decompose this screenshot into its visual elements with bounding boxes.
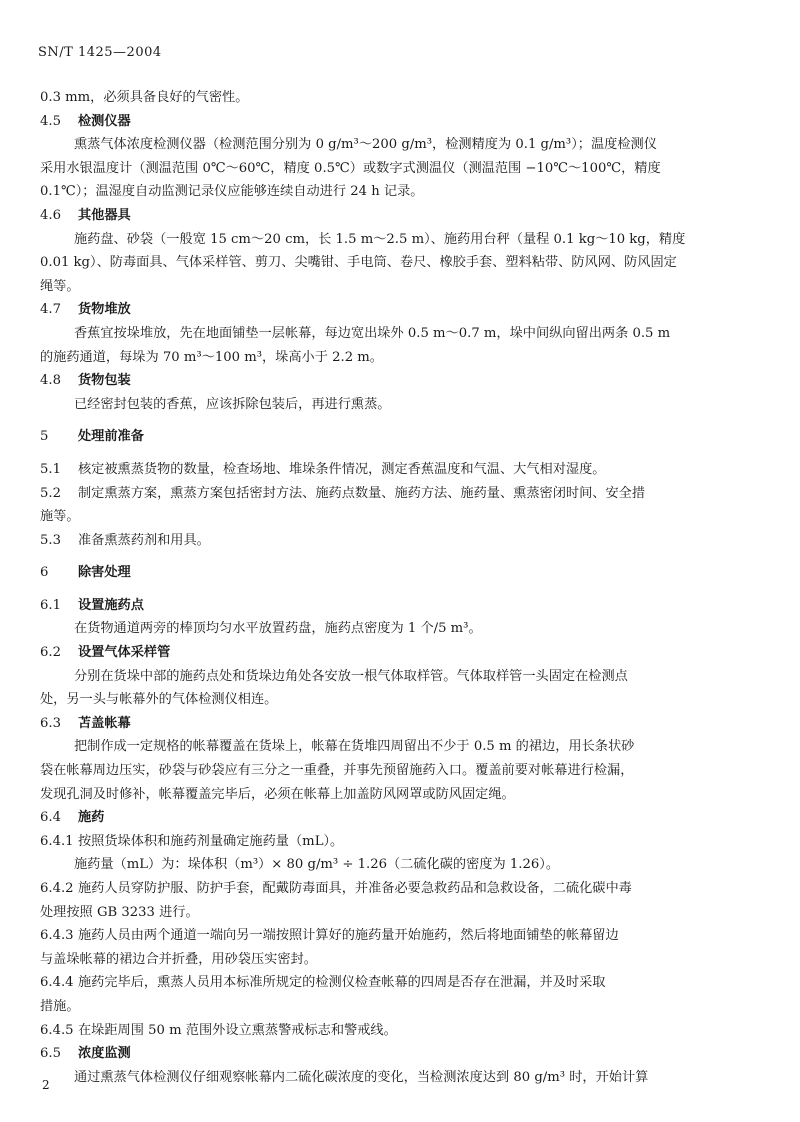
line-text: 措施。 bbox=[40, 998, 80, 1014]
text-line bbox=[40, 180, 720, 204]
clause-number: 6.5 bbox=[40, 1046, 61, 1062]
line-text: 施药 bbox=[78, 810, 105, 826]
clause-number: 6.3 bbox=[40, 715, 61, 731]
line-text: 袋在帐幕周边压实，砂袋与砂袋应有三分之一重叠，并事先预留施药入口。覆盖前要对帐幕进行检漏， bbox=[40, 763, 634, 779]
line-text: 其他器具 bbox=[78, 207, 131, 223]
clause-number: 4.5 bbox=[40, 113, 61, 129]
section-spacer bbox=[40, 585, 720, 594]
line-text: 施药盘、砂袋（一般宽 15 cm～20 cm，长 1.5 m～2.5 m）、施药用台秤（量程 0.1 kg～10 kg，精度 bbox=[74, 231, 686, 247]
line-text: 已经密封包装的香蕉，应该拆除包装后，再进行熏蒸。 bbox=[74, 396, 391, 412]
text-line bbox=[40, 505, 720, 529]
text-line bbox=[40, 346, 720, 370]
line-text: 通过熏蒸气体检测仪仔细观察帐幕内二硫化碳浓度的变化，当检测浓度达到 80 g/m³ 时，开始计算 bbox=[74, 1069, 649, 1085]
text-line bbox=[40, 688, 720, 712]
section-heading bbox=[40, 110, 720, 134]
clause-number: 6.4.4 bbox=[40, 975, 74, 991]
clause-number: 5.3 bbox=[40, 532, 61, 548]
numbered-paragraph bbox=[40, 1019, 720, 1043]
section-heading bbox=[40, 1042, 720, 1066]
clause-number: 5 bbox=[40, 429, 49, 445]
text-line bbox=[40, 617, 720, 641]
text-line bbox=[40, 783, 720, 807]
line-text: 货物包装 bbox=[78, 373, 131, 389]
text-line bbox=[40, 735, 720, 759]
text-line bbox=[40, 948, 720, 972]
line-text: 施药人员穿防护服、防护手套，配戴防毒面具，并准备必要急救药品和急救设备，二硫化碳中毒 bbox=[78, 881, 632, 896]
section-heading bbox=[40, 594, 720, 618]
text-line bbox=[40, 322, 720, 346]
numbered-paragraph bbox=[40, 482, 720, 506]
clause-number: 6.4 bbox=[40, 810, 61, 826]
line-text: 浓度监测 bbox=[78, 1046, 131, 1062]
clause-number: 6.1 bbox=[40, 597, 61, 613]
section-heading bbox=[40, 806, 720, 830]
line-text: 施药完毕后，熏蒸人员用本标准所规定的检测仪检查帐幕的四周是否存在泄漏，并及时采取 bbox=[78, 975, 606, 991]
line-text: 检测仪器 bbox=[78, 113, 131, 129]
numbered-paragraph bbox=[40, 924, 720, 948]
line-text: 在货物通道两旁的棒顶均匀水平放置药盘，施药点密度为 1 个/5 m³。 bbox=[74, 621, 482, 637]
section-heading bbox=[40, 298, 720, 322]
section-heading bbox=[40, 369, 720, 393]
line-text: 货物堆放 bbox=[78, 302, 131, 318]
text-line bbox=[40, 759, 720, 783]
text-line bbox=[40, 251, 720, 275]
text-line bbox=[40, 275, 720, 299]
line-text: 按照货垛体积和施药剂量确定施药量（mL）。 bbox=[78, 833, 344, 849]
line-text: 苫盖帐幕 bbox=[78, 715, 131, 731]
text-line bbox=[40, 901, 720, 925]
line-text: 采用水银温度计（测温范围 0℃～60℃，精度 0.5℃）或数字式测温仪（测温范围 −10℃～100℃，精度 bbox=[40, 160, 661, 176]
page-number: 2 bbox=[42, 1078, 50, 1092]
section-heading bbox=[40, 712, 720, 736]
line-text: 设置气体采样管 bbox=[78, 645, 171, 661]
numbered-paragraph bbox=[40, 458, 720, 482]
text-line bbox=[40, 393, 720, 417]
line-text: 处理按照 GB 3233 进行。 bbox=[40, 904, 199, 920]
clause-number: 4.7 bbox=[40, 302, 61, 318]
line-text: 设置施药点 bbox=[78, 597, 144, 613]
line-text: 除害处理 bbox=[78, 565, 131, 581]
clause-number: 6.2 bbox=[40, 645, 61, 661]
text-line bbox=[40, 665, 720, 689]
line-text: 0.01 kg）、防毒面具、气体采样管、剪刀、尖嘴钳、手电筒、卷尺、橡胶手套、塑料粘带、防风网、防风固定 bbox=[40, 255, 677, 271]
section-heading bbox=[40, 425, 720, 449]
line-text: 香蕉宜按垛堆放，先在地面铺垫一层帐幕，每边宽出垛外 0.5 m～0.7 m，垛中间纵向留出两条 0.5 m bbox=[74, 325, 671, 341]
line-text: 准备熏蒸药剂和用具。 bbox=[78, 532, 210, 548]
numbered-paragraph bbox=[40, 830, 720, 854]
standard-number-header: SN/T 1425—2004 bbox=[38, 45, 162, 60]
line-text: 把制作成一定规格的帐幕覆盖在货垛上，帐幕在货堆四周留出不少于 0.5 m 的裙边，用长条状砂 bbox=[74, 739, 635, 755]
line-text: 0.1℃）；温湿度自动监测记录仪应能够连续自动进行 24 h 记录。 bbox=[40, 184, 424, 200]
section-heading bbox=[40, 561, 720, 585]
line-text: 0.3 mm，必须具备良好的气密性。 bbox=[40, 90, 249, 105]
document-body bbox=[40, 86, 720, 1089]
numbered-paragraph bbox=[40, 971, 720, 995]
section-heading bbox=[40, 204, 720, 228]
line-text: 施等。 bbox=[40, 509, 80, 525]
numbered-paragraph bbox=[40, 877, 720, 901]
line-text: 施药量（mL）为：垛体积（m³）× 80 g/m³ ÷ 1.26（二硫化碳的密度为 1.26）。 bbox=[74, 857, 560, 873]
clause-number: 6 bbox=[40, 565, 49, 581]
clause-number: 6.4.5 bbox=[40, 1022, 74, 1038]
text-line bbox=[40, 133, 720, 157]
clause-number: 5.1 bbox=[40, 461, 61, 477]
clause-number: 4.8 bbox=[40, 373, 61, 389]
line-text: 处，另一头与帐幕外的气体检测仪相连。 bbox=[40, 692, 278, 708]
line-text: 处理前准备 bbox=[78, 429, 144, 445]
clause-number: 6.4.1 bbox=[40, 833, 74, 849]
text-line bbox=[40, 1066, 720, 1090]
text-line bbox=[40, 86, 720, 110]
line-text: 在垛距周围 50 m 范围外设立熏蒸警戒标志和警戒线。 bbox=[78, 1022, 397, 1038]
clause-number: 6.4.3 bbox=[40, 928, 74, 944]
clause-number: 5.2 bbox=[40, 485, 61, 501]
line-text: 发现孔洞及时修补，帐幕覆盖完毕后，必须在帐幕上加盖防风网罩或防风固定绳。 bbox=[40, 786, 515, 802]
section-spacer bbox=[40, 416, 720, 425]
text-line bbox=[40, 157, 720, 181]
line-text: 核定被熏蒸货物的数量，检查场地、堆垛条件情况，测定香蕉温度和气温、大气相对湿度。 bbox=[78, 461, 606, 477]
line-text: 熏蒸气体浓度检测仪器（检测范围分别为 0 g/m³～200 g/m³，检测精度为 0.1 g/m³）；温度检测仪 bbox=[74, 137, 657, 153]
text-line bbox=[40, 853, 720, 877]
section-heading bbox=[40, 641, 720, 665]
numbered-paragraph bbox=[40, 529, 720, 553]
line-text: 施药人员由两个通道一端向另一端按照计算好的施药量开始施药，然后将地面铺垫的帐幕留边 bbox=[78, 928, 619, 944]
clause-number: 4.6 bbox=[40, 207, 61, 223]
line-text: 绳等。 bbox=[40, 278, 80, 294]
clause-number: 6.4.2 bbox=[40, 881, 74, 896]
line-text: 与盖垛帐幕的裙边合并折叠，用砂袋压实密封。 bbox=[40, 951, 317, 967]
line-text: 制定熏蒸方案，熏蒸方案包括密封方法、施药点数量、施药方法、施药量、熏蒸密闭时间、安全措 bbox=[78, 485, 646, 501]
text-line bbox=[40, 995, 720, 1019]
section-spacer bbox=[40, 449, 720, 458]
text-line bbox=[40, 228, 720, 252]
section-spacer bbox=[40, 552, 720, 561]
line-text: 分别在货垛中部的施药点处和货垛边角处各安放一根气体取样管。气体取样管一头固定在检测点 bbox=[74, 668, 628, 684]
line-text: 的施药通道，每垛为 70 m³～100 m³，垛高小于 2.2 m。 bbox=[40, 349, 383, 365]
